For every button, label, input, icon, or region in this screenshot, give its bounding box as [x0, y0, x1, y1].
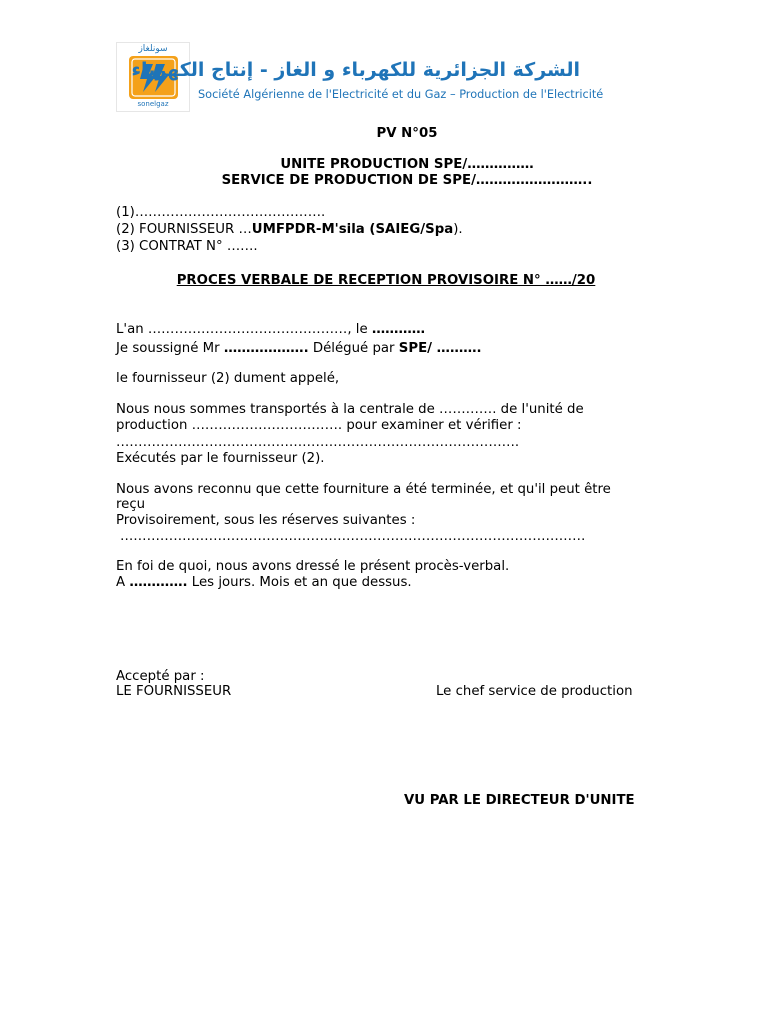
a-dots: …………. [129, 575, 188, 590]
soussigne-line [116, 341, 482, 357]
transport-line-2: production ……………………………. pour examiner et vérifier : [116, 418, 522, 433]
fournisseur-appele: le fournisseur (2) dument appelé, [116, 371, 340, 386]
accepte-par-label: Accepté par : [116, 669, 205, 684]
soussigne-prefix: Je soussigné Mr [116, 341, 224, 356]
a-line [116, 575, 412, 591]
pv-number: PV N°05 [376, 126, 438, 141]
soussigne-spe: SPE/ ………. [398, 341, 482, 356]
reference-1: (1)……………………………………. [116, 205, 326, 220]
ref2-suffix: ). [453, 222, 463, 237]
transport-line-3: ………………………………………………………………………………. [116, 435, 520, 450]
transport-line-1: Nous nous sommes transportés à la centrale de …………. de l'unité de [116, 402, 584, 417]
an-date: ………… [371, 322, 426, 337]
reference-2-fournisseur [116, 222, 463, 238]
company-name-arabic: الشركة الجزائرية للكهرباء و الغاز - إنتاج الكهرباء [131, 59, 580, 81]
en-foi-line: En foi de quoi, nous avons dressé le présent procès-verbal. [116, 559, 510, 574]
reconnu-line-1: Nous avons reconnu que cette fourniture a été terminée, et qu'il peut être [116, 482, 611, 497]
logo-caption: sonelgaz [137, 100, 169, 108]
company-name-french: Société Algérienne de l'Electricité et du Gaz – Production de l'Electricité [198, 88, 604, 101]
unite-production-line: UNITE PRODUCTION SPE/…………… [280, 157, 534, 172]
an-prefix: L'an ………………………………………, le [116, 322, 372, 337]
a-prefix: A [116, 575, 130, 590]
a-suffix: Les jours. Mois et an que dessus. [187, 575, 412, 590]
le-fournisseur-label: LE FOURNISSEUR [116, 684, 232, 699]
ref2-supplier-name: UMFPDR-M'sila (SAIEG/Spa [251, 222, 454, 237]
vu-par-directeur: VU PAR LE DIRECTEUR D'UNITE [404, 793, 635, 808]
ref2-prefix: (2) FOURNISSEUR … [116, 222, 252, 237]
reconnu-line-2: reçu [116, 497, 146, 512]
provisoirement-line: Provisoirement, sous les réserves suivantes : [116, 513, 416, 528]
reference-3-contrat: (3) CONTRAT N° ……. [116, 239, 258, 254]
service-production-line: SERVICE DE PRODUCTION DE SPE/…………………….. [221, 173, 593, 188]
chef-service-label: Le chef service de production [436, 684, 633, 699]
reserves-dots: …………………………………………………………………………………………… [120, 529, 586, 544]
an-line [116, 322, 425, 338]
executes-line: Exécutés par le fournisseur (2). [116, 451, 325, 466]
logo-arabic-text: سونلغاز [138, 44, 168, 54]
soussigne-name: ………………. [223, 341, 309, 356]
document-title: PROCES VERBALE DE RECEPTION PROVISOIRE N° ……/20 [176, 273, 596, 288]
soussigne-mid: Délégué par [308, 341, 399, 356]
